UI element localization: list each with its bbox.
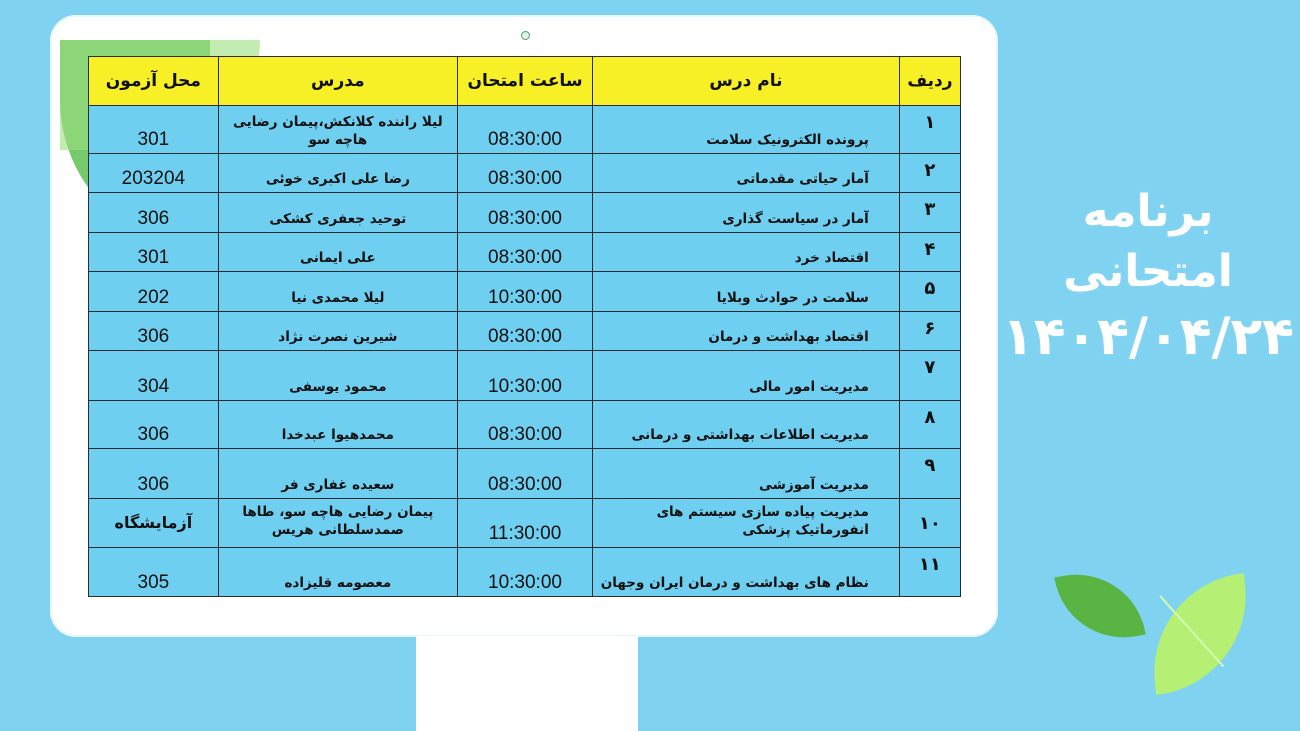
cell-room: 203204: [89, 154, 219, 193]
cell-teacher: شیرین نصرت نژاد: [218, 312, 457, 351]
cell-room: 202: [89, 272, 219, 312]
header-index: ردیف: [899, 57, 960, 106]
cell-room: 306: [89, 193, 219, 233]
cell-room: 304: [89, 351, 219, 401]
cell-index: ۱۰: [899, 499, 960, 548]
table-row: [89, 499, 961, 548]
table-header-row: [89, 57, 961, 106]
cell-course: آمار در سیاست گذاری: [593, 193, 900, 233]
cell-time: 08:30:00: [457, 193, 592, 233]
table-row: [89, 312, 961, 351]
cell-time: 10:30:00: [457, 351, 592, 401]
table-row: [89, 548, 961, 597]
cell-teacher: توحید جعفری کشکی: [218, 193, 457, 233]
header-time: ساعت امتحان: [457, 57, 592, 106]
slide-title-block: [1000, 182, 1296, 372]
table-row: [89, 154, 961, 193]
cell-room: 305: [89, 548, 219, 597]
leaf-icon: [1144, 573, 1255, 695]
cell-teacher: لیلا راننده کلانکش،پیمان رضایی هاچه سو: [218, 106, 457, 154]
cell-index: ۴: [899, 233, 960, 272]
cell-course: آمار حیاتی مقدماتی: [593, 154, 900, 193]
cell-teacher: معصومه قلیزاده: [218, 548, 457, 597]
cell-teacher: پیمان رضایی هاچه سو، طاها صمدسلطانی هریس: [218, 499, 457, 548]
table-row: [89, 401, 961, 449]
monitor-stand: [416, 636, 638, 731]
table-row: [89, 106, 961, 154]
header-room: محل آزمون: [89, 57, 219, 106]
cell-room: آزمایشگاه: [89, 499, 219, 548]
header-teacher: مدرس: [218, 57, 457, 106]
cell-index: ۹: [899, 449, 960, 499]
table-row: [89, 449, 961, 499]
cell-teacher: علی ایمانی: [218, 233, 457, 272]
cell-course: اقتصاد بهداشت و درمان: [593, 312, 900, 351]
cell-index: ۲: [899, 154, 960, 193]
cell-index: ۱: [899, 106, 960, 154]
cell-teacher: سعیده غفاری فر: [218, 449, 457, 499]
cell-room: 306: [89, 312, 219, 351]
cell-room: 301: [89, 233, 219, 272]
cell-index: ۸: [899, 401, 960, 449]
cell-course: مدیریت امور مالی: [593, 351, 900, 401]
cell-course: مدیریت پیاده سازی سیستم های انفورماتیک پزشکی: [593, 499, 900, 548]
exam-schedule-table: [88, 56, 961, 597]
cell-index: ۳: [899, 193, 960, 233]
cell-course: سلامت در حوادث وبلایا: [593, 272, 900, 312]
cell-teacher: محمود یوسفی: [218, 351, 457, 401]
slide-date: ۱۴۰۴/۰۴/۲۴: [1002, 307, 1294, 367]
cell-time: 08:30:00: [457, 233, 592, 272]
cell-time: 08:30:00: [457, 449, 592, 499]
cell-time: 10:30:00: [457, 548, 592, 597]
table-row: [89, 193, 961, 233]
table-row: [89, 351, 961, 401]
cell-room: 301: [89, 106, 219, 154]
cell-course: نظام های بهداشت و درمان ایران وجهان: [593, 548, 900, 597]
cell-time: 08:30:00: [457, 312, 592, 351]
cell-room: 306: [89, 449, 219, 499]
cell-course: اقتصاد خرد: [593, 233, 900, 272]
cell-index: ۶: [899, 312, 960, 351]
cell-index: ۵: [899, 272, 960, 312]
cell-teacher: محمدهیوا عبدخدا: [218, 401, 457, 449]
cell-course: مدیریت اطلاعات بهداشتی و درمانی: [593, 401, 900, 449]
table-row: [89, 233, 961, 272]
cell-course: پرونده الکترونیک سلامت: [593, 106, 900, 154]
cell-time: 11:30:00: [457, 499, 592, 548]
cell-teacher: لیلا محمدی نیا: [218, 272, 457, 312]
cell-time: 08:30:00: [457, 401, 592, 449]
cell-time: 08:30:00: [457, 154, 592, 193]
table-row: [89, 272, 961, 312]
leaf-icon: [1054, 564, 1145, 649]
cell-time: 10:30:00: [457, 272, 592, 312]
cell-teacher: رضا علی اکبری خوئی: [218, 154, 457, 193]
cell-index: ۷: [899, 351, 960, 401]
slide-title: برنامه امتحانی: [1063, 186, 1233, 297]
cell-room: 306: [89, 401, 219, 449]
header-course: نام درس: [593, 57, 900, 106]
cell-time: 08:30:00: [457, 106, 592, 154]
cell-course: مدیریت آموزشی: [593, 449, 900, 499]
monitor-camera-icon: [521, 31, 530, 40]
cell-index: ۱۱: [899, 548, 960, 597]
